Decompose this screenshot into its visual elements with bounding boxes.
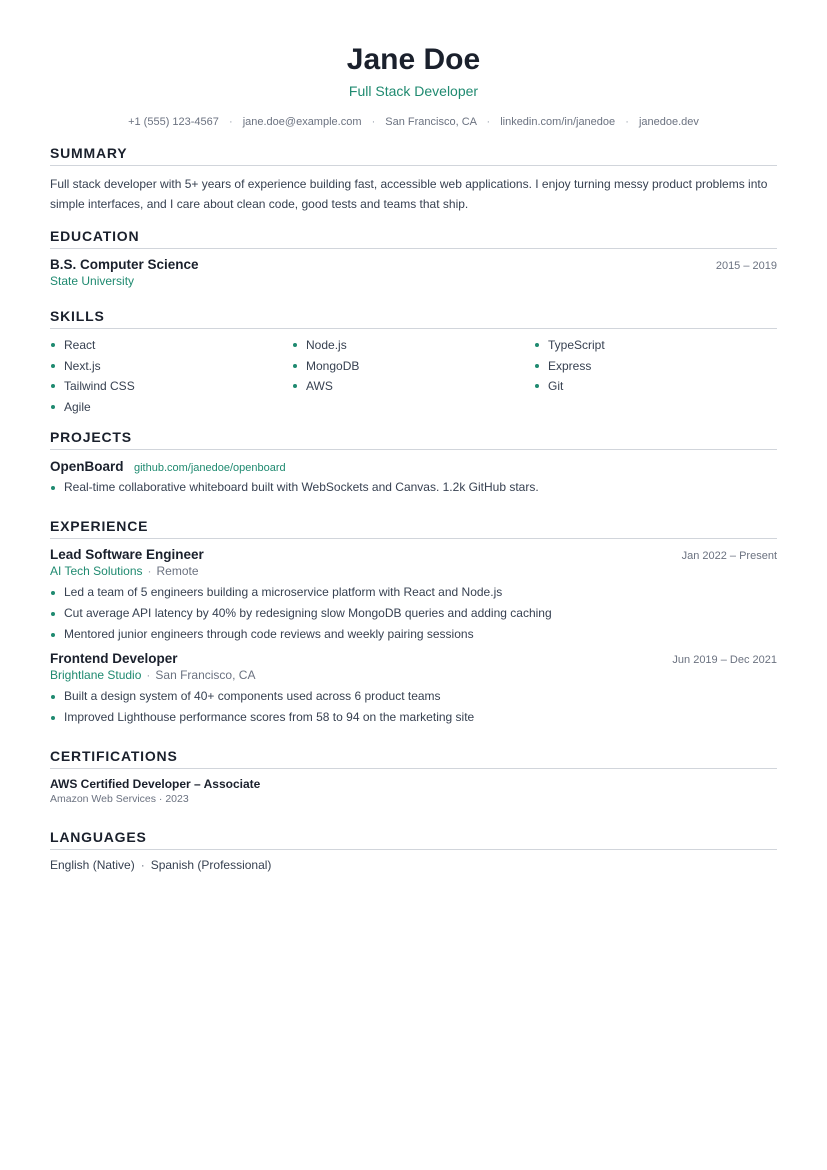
section-title-certifications: CERTIFICATIONS — [50, 748, 777, 769]
project-bullet: Real-time collaborative whiteboard built with WebSockets and Canvas. 1.2k GitHub stars. — [50, 477, 777, 498]
experience-section — [50, 518, 777, 728]
resume-header — [50, 42, 777, 129]
job-title: Frontend Developer — [50, 651, 178, 666]
job-bullet: Cut average API latency by 40% by redesigning slow MongoDB queries and adding caching — [50, 603, 777, 624]
email-link[interactable]: jane.doe@example.com — [242, 116, 362, 128]
certifications-section — [50, 748, 777, 805]
education-section — [50, 228, 777, 288]
skill-item: React — [50, 337, 292, 354]
contact-separator: · — [371, 116, 376, 128]
language-item: English (Native) — [50, 858, 135, 872]
certification-name: AWS Certified Developer – Associate — [50, 777, 261, 791]
skill-item: Agile — [50, 399, 292, 416]
section-title-skills: SKILLS — [50, 308, 777, 329]
company-name: Brightlane Studio — [50, 668, 142, 682]
education-entry — [50, 257, 777, 288]
candidate-role: Full Stack Developer — [348, 83, 479, 99]
job-bullet: Mentored junior engineers through code reviews and weekly pairing sessions — [50, 624, 777, 645]
project-bullets — [50, 477, 777, 498]
projects-section — [50, 429, 777, 498]
languages-list — [50, 858, 777, 872]
candidate-name: Jane Doe — [346, 43, 481, 76]
contact-separator: · — [486, 116, 491, 128]
section-title-languages: LANGUAGES — [50, 829, 777, 850]
contact-line — [50, 115, 777, 129]
project-name: OpenBoard — [50, 459, 124, 474]
skill-item: Tailwind CSS — [50, 378, 292, 395]
experience-entry — [50, 547, 777, 645]
company-separator: · — [146, 668, 151, 682]
job-bullet: Led a team of 5 engineers building a microservice platform with React and Node.js — [50, 582, 777, 603]
summary-text: Full stack developer with 5+ years of experience building fast, accessible web applications. I enjoy turning messy product problems into simple interfaces, and I care about clean code, good tests and teams that ship. — [50, 177, 768, 211]
job-dates: Jan 2022 – Present — [681, 550, 777, 562]
skill-item: Express — [534, 358, 776, 375]
section-title-experience: EXPERIENCE — [50, 518, 777, 539]
skill-item: TypeScript — [534, 337, 776, 354]
skill-item: Node.js — [292, 337, 534, 354]
company-separator: · — [147, 564, 152, 578]
project-link[interactable]: github.com/janedoe/openboard — [133, 462, 286, 474]
contact-separator: · — [625, 116, 629, 128]
experience-entry — [50, 651, 777, 728]
job-location: Remote — [156, 564, 199, 578]
location-text: San Francisco, CA — [385, 116, 477, 128]
linkedin-link[interactable]: linkedin.com/in/janedoe — [500, 116, 616, 128]
section-title-projects: PROJECTS — [50, 429, 777, 450]
skill-item: AWS — [292, 378, 534, 395]
job-title: Lead Software Engineer — [50, 547, 204, 562]
phone-text: +1 (555) 123-4567 — [128, 116, 219, 128]
skills-list — [50, 337, 777, 415]
language-separator: · — [140, 858, 145, 872]
skill-item: Git — [534, 378, 776, 395]
skills-section — [50, 308, 777, 415]
website-link[interactable]: janedoe.dev — [638, 116, 699, 128]
education-dates: 2015 – 2019 — [715, 260, 777, 272]
certification-meta: Amazon Web Services · 2023 — [50, 793, 189, 805]
section-title-summary: SUMMARY — [50, 145, 777, 166]
project-entry — [50, 458, 777, 498]
certification-entry — [50, 777, 777, 805]
skill-item: Next.js — [50, 358, 292, 375]
degree-title: B.S. Computer Science — [50, 257, 199, 272]
section-title-education: EDUCATION — [50, 228, 777, 249]
job-company-line — [50, 668, 777, 682]
contact-separator: · — [228, 116, 233, 128]
job-bullets — [50, 686, 777, 728]
job-company-line — [50, 564, 777, 578]
language-item: Spanish (Professional) — [150, 858, 272, 872]
job-bullet: Improved Lighthouse performance scores from 58 to 94 on the marketing site — [50, 707, 777, 728]
company-name: AI Tech Solutions — [50, 564, 143, 578]
summary-section — [50, 145, 777, 214]
job-bullet: Built a design system of 40+ components used across 6 product teams — [50, 686, 777, 707]
school-name: State University — [50, 274, 135, 288]
job-dates: Jun 2019 – Dec 2021 — [672, 654, 777, 666]
languages-section — [50, 829, 777, 872]
skill-item: MongoDB — [292, 358, 534, 375]
job-bullets — [50, 582, 777, 645]
job-location: San Francisco, CA — [155, 668, 256, 682]
